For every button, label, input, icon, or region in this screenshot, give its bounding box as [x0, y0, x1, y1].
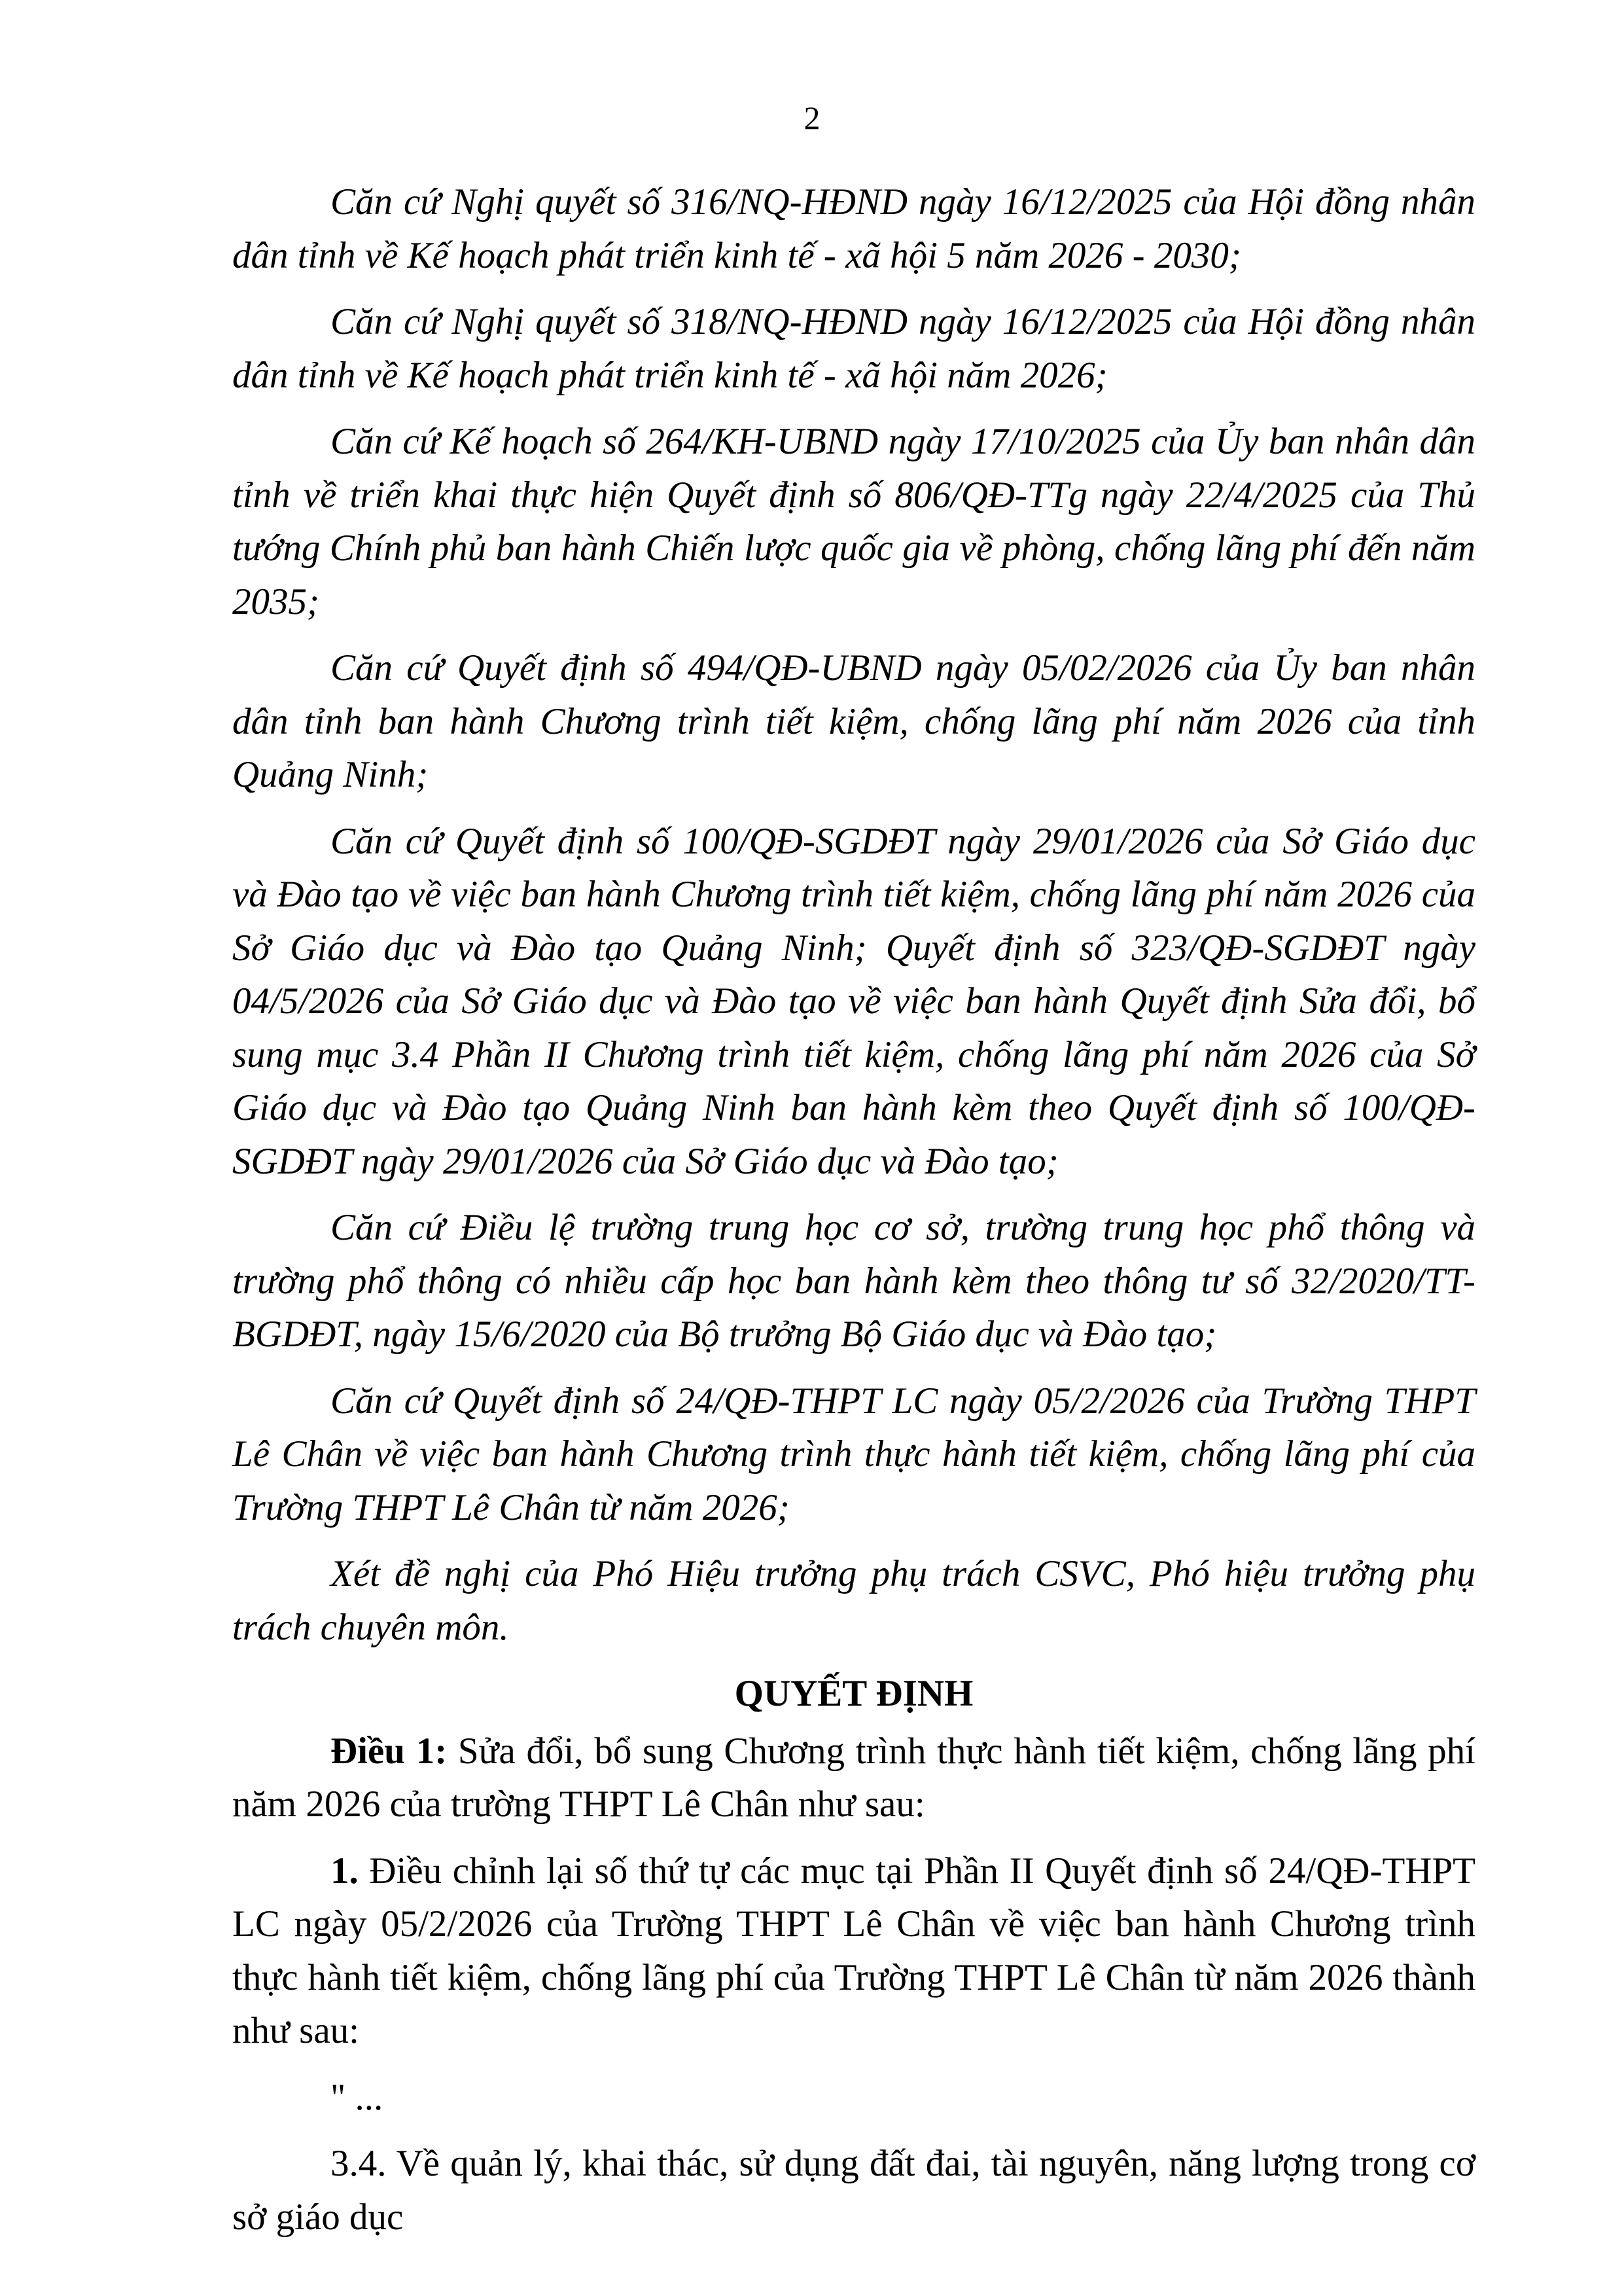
- article-1-label: Điều 1:: [330, 1730, 448, 1772]
- document-body: [232, 175, 1475, 2244]
- basis-paragraph: Căn cứ Quyết định số 24/QĐ-THPT LC ngày 05/2/2026 của Trường THPT Lê Chân về việc ban hành Chương trình thực hành tiết kiệm, chống lãng phí của Trường THPT Lê Chân từ năm 2026;: [232, 1380, 1475, 1528]
- page-number: 2: [803, 99, 821, 136]
- quote-line: " ...: [330, 2076, 383, 2118]
- basis-paragraph: Căn cứ Nghị quyết số 316/NQ-HĐND ngày 16/12/2025 của Hội đồng nhân dân tỉnh về Kế hoạch phát triển kinh tế - xã hội 5 năm 2026 - 2030;: [232, 181, 1475, 276]
- article-1: [232, 1725, 1475, 1831]
- basis-paragraph: Căn cứ Quyết định số 100/QĐ-SGDĐT ngày 29/01/2026 của Sở Giáo dục và Đào tạo về việc ban hành Chương trình tiết kiệm, chống lãng phí năm 2026 của Sở Giáo dục và Đào tạo Quảng Ninh; Quyết định số 323/QĐ-SGDĐT ngày 04/5/2026 của Sở Giáo dục và Đào tạo về việc ban hành Quyết định Sửa đổi, bổ sung mục 3.4 Phần II Chương trình tiết kiệm, chống lãng phí năm 2026 của Sở Giáo dục và Đào tạo Quảng Ninh ban hành kèm theo Quyết định số 100/QĐ-SGDĐT ngày 29/01/2026 của Sở Giáo dục và Đào tạo;: [232, 820, 1475, 1182]
- decision-heading: QUYẾT ĐỊNH: [734, 1673, 974, 1714]
- item-3-4: 3.4. Về quản lý, khai thác, sử dụng đất đai, tài nguyên, năng lượng trong cơ sở giáo dục: [232, 2143, 1475, 2238]
- item-1-label: 1.: [330, 1850, 359, 1892]
- basis-paragraph: Xét đề nghị của Phó Hiệu trưởng phụ trách CSVC, Phó hiệu trưởng phụ trách chuyên môn.: [232, 1553, 1475, 1648]
- basis-paragraph: Căn cứ Kế hoạch số 264/KH-UBND ngày 17/10/2025 của Ủy ban nhân dân tỉnh về triển khai thực hiện Quyết định số 806/QĐ-TTg ngày 22/4/2025 của Thủ tướng Chính phủ ban hành Chiến lược quốc gia về phòng, chống lãng phí đến năm 2035;: [232, 421, 1475, 622]
- item-1: [232, 1844, 1475, 2058]
- basis-paragraph: Căn cứ Điều lệ trường trung học cơ sở, trường trung học phổ thông và trường phổ thông có nhiều cấp học ban hành kèm theo thông tư số 32/2020/TT-BGDĐT, ngày 15/6/2020 của Bộ trưởng Bộ Giáo dục và Đào tạo;: [232, 1207, 1475, 1355]
- item-1-text: Điều chỉnh lại số thứ tự các mục tại Phần II Quyết định số 24/QĐ-THPT LC ngày 05/2/2026 của Trường THPT Lê Chân về việc ban hành Chương trình thực hành tiết kiệm, chống lãng phí của Trường THPT Lê Chân từ năm 2026 thành như sau:: [232, 1850, 1475, 2051]
- basis-paragraph: Căn cứ Quyết định số 494/QĐ-UBND ngày 05/02/2026 của Ủy ban nhân dân tỉnh ban hành Chương trình tiết kiệm, chống lãng phí năm 2026 của tỉnh Quảng Ninh;: [232, 647, 1475, 795]
- basis-paragraph: Căn cứ Nghị quyết số 318/NQ-HĐND ngày 16/12/2025 của Hội đồng nhân dân tỉnh về Kế hoạch phát triển kinh tế - xã hội năm 2026;: [232, 301, 1475, 396]
- article-1-text: Sửa đổi, bổ sung Chương trình thực hành tiết kiệm, chống lãng phí năm 2026 của trường THPT Lê Chân như sau:: [232, 1730, 1475, 1825]
